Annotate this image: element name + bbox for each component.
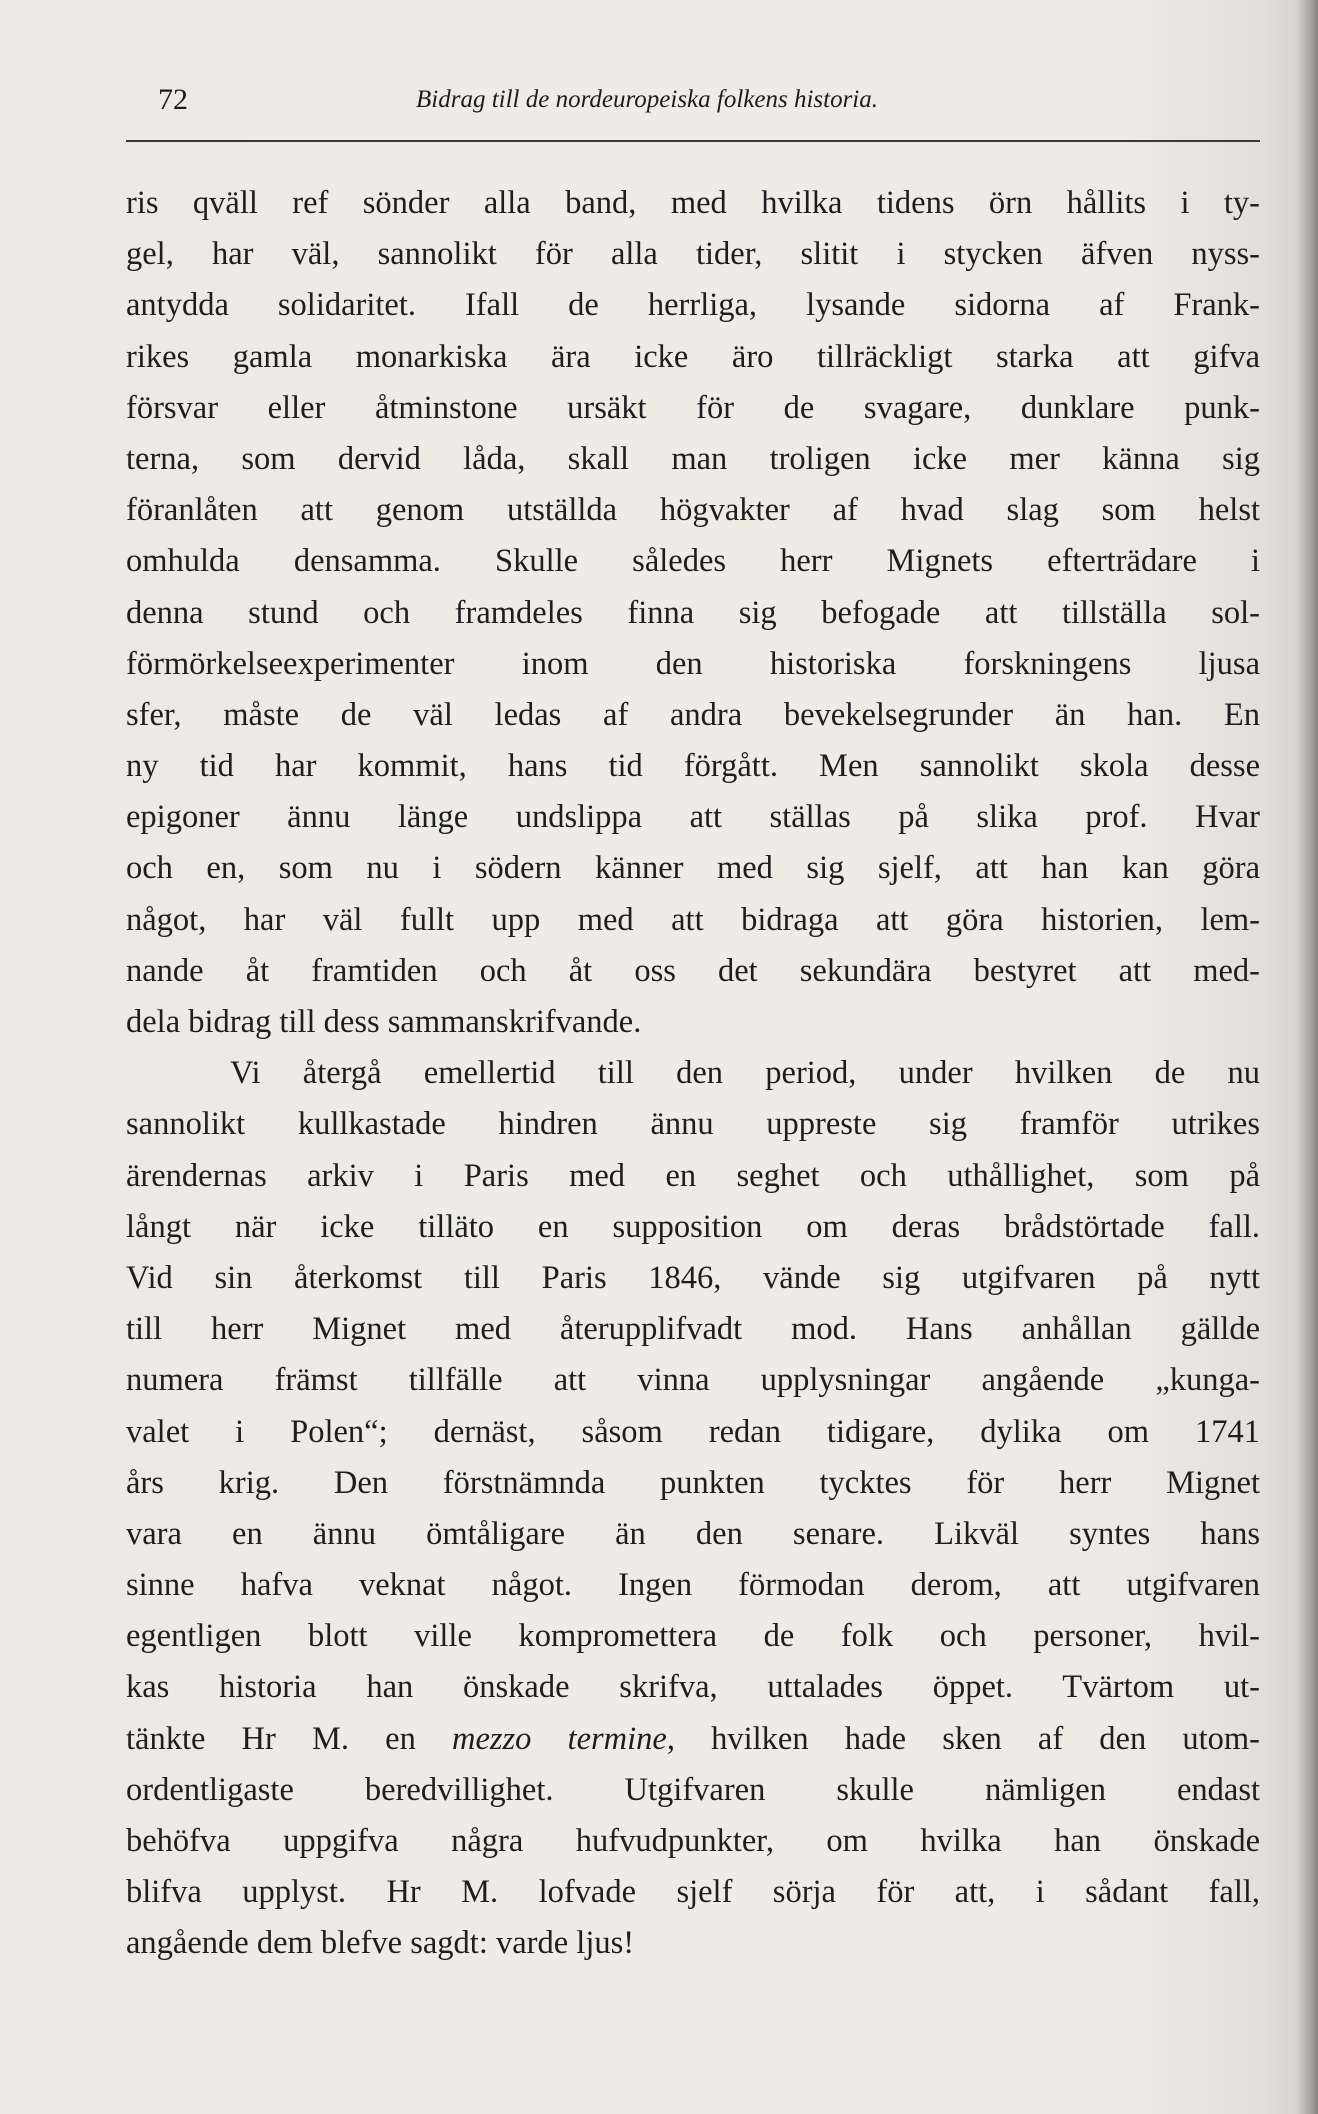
text-line: något, har väl fullt upp med att bidraga att göra historien, lem- <box>126 901 1260 938</box>
text-line: Vid sin återkomst till Paris 1846, vände sig utgifvaren på nytt <box>126 1259 1260 1296</box>
text-line: valet i Polen“; dernäst, såsom redan tidigare, dylika om 1741 <box>126 1413 1260 1450</box>
spine-shadow <box>1296 0 1318 2114</box>
text-line: vara en ännu ömtåligare än den senare. Likväl syntes hans <box>126 1515 1260 1552</box>
page-number: 72 <box>158 83 188 116</box>
text-line: dela bidrag till dess sammanskrifvande. <box>126 1004 642 1040</box>
text-line: antydda solidaritet. Ifall de herrliga, lysande sidorna af Frank- <box>126 287 1260 324</box>
text-line: ordentligaste beredvillighet. Utgifvaren skulle nämligen endast <box>126 1771 1260 1808</box>
text-line: sinne hafva veknat något. Ingen förmodan derom, att utgifvaren <box>126 1567 1260 1604</box>
text-line: ris qväll ref sönder alla band, med hvilka tidens örn hållits i ty- <box>126 185 1260 221</box>
text-line: gel, har väl, sannolikt för alla tider, slitit i stycken äfven nyss- <box>126 236 1260 273</box>
text-line: ny tid har kommit, hans tid förgått. Men sannolikt skola desse <box>126 748 1260 785</box>
text-line: epigoner ännu länge undslippa att ställas på slika prof. Hvar <box>126 799 1260 836</box>
text-line: denna stund och framdeles finna sig befogade att tillställa sol- <box>126 594 1260 631</box>
body-text <box>126 178 1260 1970</box>
text-line: nande åt framtiden och åt oss det sekundära bestyret att med- <box>126 952 1260 989</box>
paragraph <box>126 1048 1260 1969</box>
paragraph <box>126 178 1260 1048</box>
text-line: behöfva uppgifva några hufvudpunkter, om hvilka han önskade <box>126 1823 1260 1859</box>
text-line: förmörkelseexperimenter inom den historiska forskningens ljusa <box>126 645 1260 682</box>
text-line: tänkte Hr M. en mezzo termine, hvilken hade sken af den utom- <box>126 1720 1261 1757</box>
text-line: terna, som dervid låda, skall man troligen icke mer känna sig <box>126 440 1260 477</box>
text-line: sfer, måste de väl ledas af andra bevekelsegrunder än han. En <box>126 696 1260 733</box>
text-line: Vi återgå emellertid till den period, under hvilken de nu <box>230 1055 1260 1092</box>
page-header <box>126 78 1256 122</box>
text-line: omhulda densamma. Skulle således herr Mignets efterträdare i <box>126 543 1260 580</box>
text-line: försvar eller åtminstone ursäkt för de svagare, dunklare punk- <box>126 389 1260 426</box>
text-line: egentligen blott ville kompromettera de folk och personer, hvil- <box>126 1618 1260 1655</box>
text-line: ärendernas arkiv i Paris med en seghet och uthållighet, som på <box>126 1157 1260 1194</box>
text-line: kas historia han önskade skrifva, uttalades öppet. Tvärtom ut- <box>126 1669 1260 1706</box>
text-line: långt när icke tilläto en supposition om deras brådstörtade fall. <box>126 1208 1260 1245</box>
text-line: till herr Mignet med återupplifvadt mod. Hans anhållan gällde <box>126 1311 1260 1348</box>
text-line: sannolikt kullkastade hindren ännu uppreste sig framför utrikes <box>126 1106 1260 1143</box>
running-title: Bidrag till de nordeuropeiska folkens historia. <box>416 86 878 113</box>
text-line: angående dem blefve sagdt: varde ljus! <box>126 1925 635 1962</box>
text-line: och en, som nu i södern känner med sig sjelf, att han kan göra <box>126 850 1260 887</box>
text-line: rikes gamla monarkiska ära icke äro tillräckligt starka att gifva <box>126 338 1260 375</box>
text-line: föranlåten att genom utställda högvakter af hvad slag som helst <box>126 492 1260 529</box>
text-line: numera främst tillfälle att vinna upplysningar angående „kunga- <box>126 1362 1260 1399</box>
header-rule <box>126 140 1260 142</box>
text-line: års krig. Den förstnämnda punkten tycktes för herr Mignet <box>126 1464 1260 1501</box>
text-line: blifva upplyst. Hr M. lofvade sjelf sörja för att, i sådant fall, <box>126 1874 1260 1911</box>
